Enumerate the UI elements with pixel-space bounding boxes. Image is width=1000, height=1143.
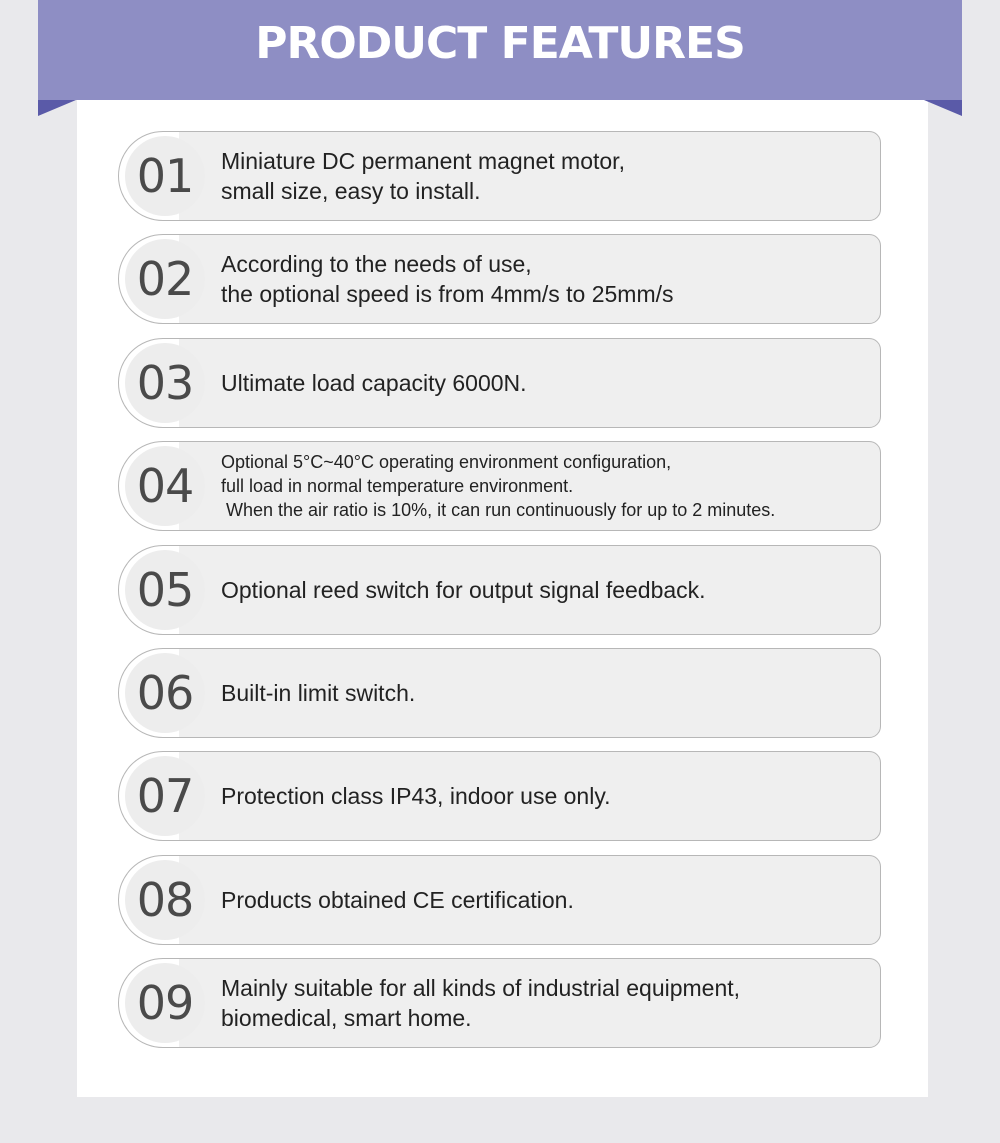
feature-text [221, 235, 860, 323]
feature-number: 09 [136, 976, 194, 1031]
feature-line: Ultimate load capacity 6000N. [221, 369, 527, 396]
feature-text [221, 752, 860, 840]
feature-number: 06 [136, 665, 194, 720]
feature-text [221, 339, 860, 427]
feature-line: biomedical, smart home. [221, 1005, 472, 1032]
feature-text [221, 649, 860, 737]
feature-item-08 [118, 855, 881, 945]
feature-line: full load in normal temperature environment. [221, 476, 574, 497]
page-title: PRODUCT FEATURES [255, 18, 745, 69]
feature-line: Protection class IP43, indoor use only. [221, 783, 611, 810]
header-banner [38, 0, 962, 100]
feature-item-03 [118, 338, 881, 428]
feature-text [221, 856, 860, 944]
feature-number: 07 [136, 769, 194, 824]
feature-line: Built-in limit switch. [221, 679, 416, 706]
feature-number: 04 [136, 459, 194, 514]
feature-item-01 [118, 131, 881, 221]
feature-text [221, 442, 860, 530]
feature-item-02 [118, 234, 881, 324]
feature-line: Products obtained CE certification. [221, 886, 574, 913]
banner-fold-left [38, 100, 76, 116]
feature-number: 05 [136, 562, 194, 617]
feature-text [221, 959, 860, 1047]
feature-line: According to the needs of use, [221, 251, 532, 278]
feature-item-04 [118, 441, 881, 531]
feature-number: 03 [136, 355, 194, 410]
feature-item-07 [118, 751, 881, 841]
feature-line: the optional speed is from 4mm/s to 25mm/s [221, 281, 674, 308]
feature-item-05 [118, 545, 881, 635]
feature-line: When the air ratio is 10%, it can run continuously for up to 2 minutes. [221, 500, 776, 521]
feature-line: small size, easy to install. [221, 178, 481, 204]
feature-number: 08 [136, 872, 194, 927]
feature-line: Miniature DC permanent magnet motor, [221, 148, 625, 174]
feature-item-06 [118, 648, 881, 738]
feature-line: Optional reed switch for output signal feedback. [221, 576, 706, 603]
feature-number: 02 [136, 252, 194, 307]
feature-line: Mainly suitable for all kinds of industrial equipment, [221, 975, 741, 1002]
feature-line: Optional 5°C~40°C operating environment configuration, [221, 452, 672, 473]
banner-fold-right [924, 100, 962, 116]
feature-text [221, 132, 860, 220]
feature-item-09 [118, 958, 881, 1048]
feature-list [118, 131, 881, 1062]
feature-text [221, 546, 860, 634]
feature-number: 01 [136, 149, 194, 203]
